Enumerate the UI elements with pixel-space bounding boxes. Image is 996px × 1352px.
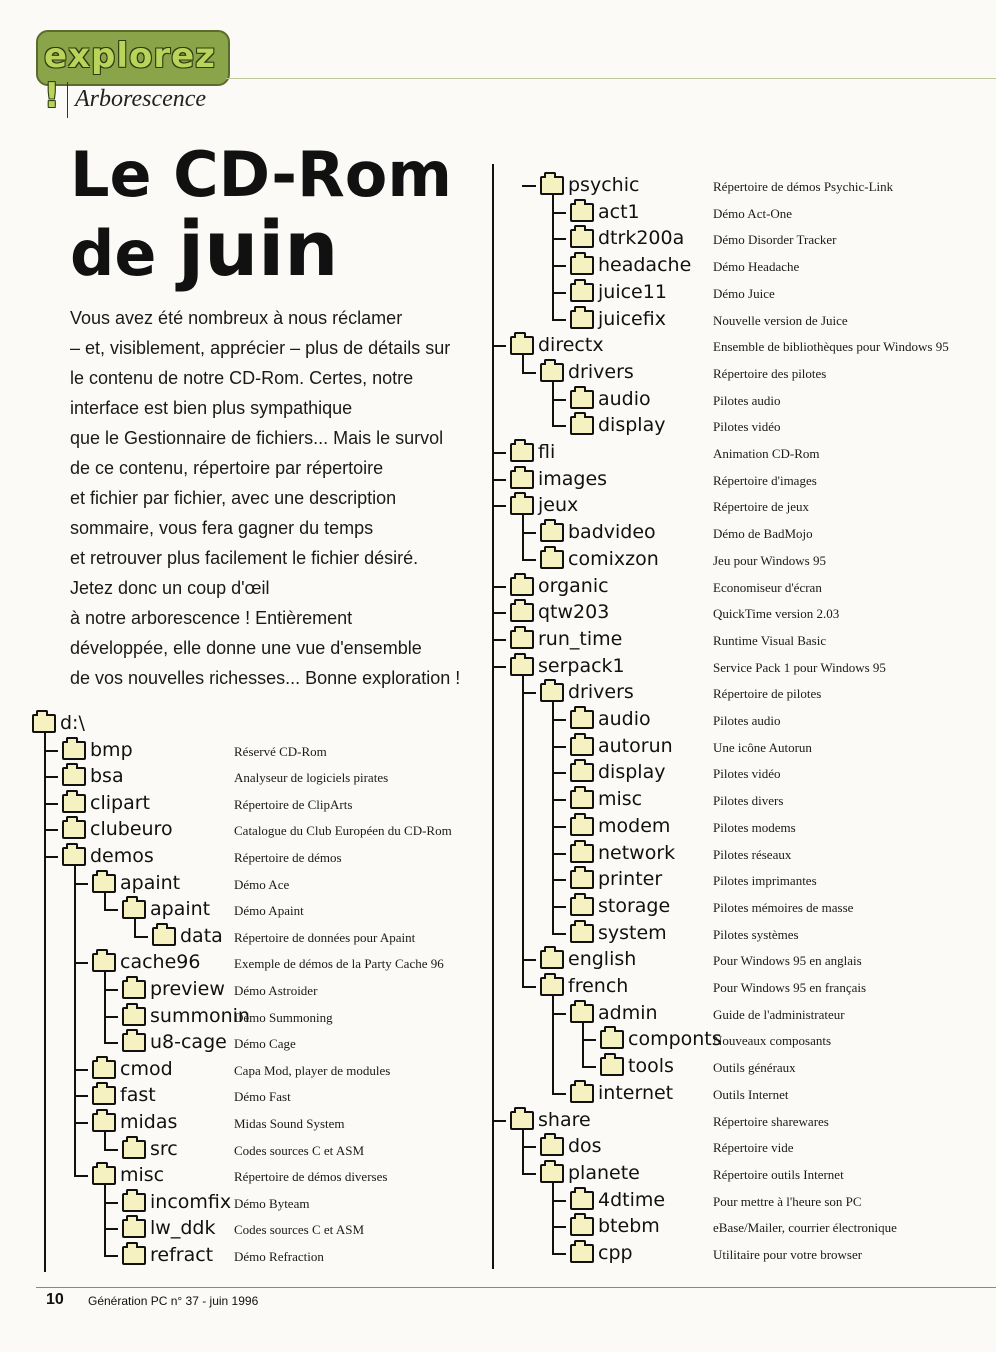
folder-name: misc — [598, 788, 643, 811]
folder-description: Ensemble de bibliothèques pour Windows 95 — [713, 339, 949, 355]
tree-row — [490, 441, 990, 467]
tree-row — [30, 1191, 490, 1217]
tree-connector — [552, 194, 554, 320]
intro-line: sommaire, vous fera gagner du temps — [70, 518, 374, 538]
folder-description: Pour Windows 95 en anglais — [713, 953, 862, 969]
folder-name: bsa — [90, 765, 124, 788]
intro-paragraph — [70, 303, 480, 693]
folder-name: apaint — [150, 898, 211, 921]
folder-description: Midas Sound System — [234, 1116, 345, 1131]
folder-description: Capa Mod, player de modules — [234, 1062, 391, 1078]
folder-icon — [570, 844, 594, 863]
folder-description: Pilotes systèmes — [713, 926, 799, 942]
folder-description: Répertoire de démos — [234, 850, 342, 865]
tree-row — [30, 1005, 490, 1031]
folder-icon — [122, 1033, 146, 1052]
tree-row — [490, 922, 990, 948]
folder-name: display — [598, 414, 666, 437]
folder-icon — [570, 1244, 594, 1263]
tree-row — [490, 254, 990, 280]
folder-name: src — [150, 1137, 178, 1160]
folder-description: Pilotes divers — [713, 793, 784, 809]
tree-row — [490, 1028, 990, 1054]
tree-row — [30, 1164, 490, 1190]
folder-description: Répertoire des pilotes — [713, 365, 827, 381]
folder-description: Répertoire de démos diverses — [234, 1169, 388, 1185]
folder-name: share — [538, 1108, 591, 1131]
section-marker — [67, 82, 68, 118]
folder-name: componts — [628, 1028, 722, 1051]
tree-row — [30, 925, 490, 951]
folder-icon — [570, 763, 594, 782]
folder-name: preview — [150, 978, 225, 1000]
folder-name: serpack1 — [538, 654, 625, 677]
folder-description: Réservé CD-Rom — [234, 743, 327, 759]
folder-description: Répertoire d'images — [713, 472, 817, 488]
folder-icon — [62, 794, 86, 813]
folder-icon — [570, 283, 594, 302]
folder-name: audio — [598, 387, 651, 410]
folder-description: Outils généraux — [713, 1060, 796, 1076]
tree-row — [30, 792, 490, 818]
folder-description: Démo Juice — [713, 285, 775, 301]
folder-icon — [510, 630, 534, 649]
folder-name: clipart — [90, 791, 150, 814]
tree-row — [490, 815, 990, 841]
folder-name: printer — [598, 868, 663, 891]
folder-description: Pilotes réseaux — [713, 846, 792, 862]
folder-icon — [540, 1137, 564, 1156]
folder-description: Répertoire de jeux — [713, 499, 810, 515]
intro-line: de vos nouvelles richesses... Bonne exploration ! — [70, 668, 461, 688]
folder-description: Répertoire de démos Psychic-Link — [713, 179, 894, 194]
tree-row — [490, 575, 990, 601]
tree-row — [30, 1217, 490, 1243]
tree-connector — [522, 354, 524, 373]
folder-icon — [62, 820, 86, 839]
folder-name: admin — [598, 1001, 658, 1024]
folder-description: Démo Cage — [234, 1036, 296, 1052]
folder-name: juice11 — [598, 280, 667, 303]
folder-description: Une icône Autorun — [713, 739, 812, 755]
folder-name: misc — [120, 1164, 165, 1187]
title-de: de — [70, 217, 179, 290]
folder-name: summonin — [150, 1004, 250, 1027]
tree-row — [490, 388, 990, 414]
tree-row — [490, 681, 990, 707]
folder-name: cmod — [120, 1057, 173, 1080]
tree-left — [30, 712, 490, 1272]
tree-connector — [522, 675, 524, 987]
folder-name: fli — [538, 441, 556, 463]
folder-name: french — [568, 975, 629, 997]
folder-icon — [122, 1193, 146, 1212]
folder-icon — [540, 1164, 564, 1183]
tree-row — [30, 1031, 490, 1057]
folder-description: Répertoire de ClipArts — [234, 796, 353, 812]
tree-row — [30, 712, 490, 738]
folder-icon — [570, 737, 594, 756]
tree-row — [490, 761, 990, 787]
folder-icon — [122, 1219, 146, 1238]
folder-icon — [152, 927, 176, 946]
tree-row — [30, 1244, 490, 1270]
tree-row — [490, 735, 990, 761]
folder-description: Utilitaire pour votre browser — [713, 1247, 863, 1262]
tree-row — [490, 1135, 990, 1161]
folder-description: Pilotes imprimantes — [713, 873, 817, 889]
folder-description: Exemple de démos de la Party Cache 96 — [234, 956, 444, 972]
tree-row — [30, 872, 490, 898]
folder-description: Répertoire sharewares — [713, 1113, 829, 1129]
folder-description: Outils Internet — [713, 1086, 789, 1102]
folder-icon — [570, 924, 594, 943]
folder-icon — [62, 767, 86, 786]
folder-description: QuickTime version 2.03 — [713, 606, 840, 622]
folder-icon — [32, 714, 56, 733]
folder-icon — [570, 310, 594, 329]
folder-description: Pilotes audio — [713, 392, 781, 408]
tree-row — [30, 951, 490, 977]
section-title: Arborescence — [75, 86, 207, 112]
tree-row — [490, 494, 990, 520]
page-title — [70, 138, 490, 291]
tree-row — [490, 174, 990, 200]
folder-name: lw_ddk — [150, 1217, 216, 1240]
folder-icon — [570, 390, 594, 409]
tree-row — [490, 1189, 990, 1215]
folder-name: modem — [598, 814, 671, 837]
folder-description: Economiseur d'écran — [713, 579, 822, 595]
tree-connector — [104, 971, 106, 1043]
tree-row — [490, 975, 990, 1001]
folder-icon — [510, 1111, 534, 1130]
folder-icon — [540, 950, 564, 969]
folder-name: 4dtime — [598, 1188, 666, 1211]
folder-icon — [92, 1113, 116, 1132]
tree-connector — [552, 995, 554, 1094]
folder-name: english — [568, 948, 637, 971]
folder-name: dtrk200a — [598, 227, 685, 250]
folder-description: Démo Disorder Tracker — [713, 232, 837, 248]
folder-icon — [92, 1166, 116, 1185]
folder-description: Analyseur de logiciels pirates — [234, 770, 389, 786]
folder-name: drivers — [568, 681, 634, 704]
folder-name: data — [180, 924, 223, 947]
tree-row — [490, 1162, 990, 1188]
folder-description: Démo Byteam — [234, 1195, 310, 1211]
tree-connector — [44, 732, 46, 1272]
intro-line: Vous avez été nombreux à nous réclamer — [70, 308, 403, 328]
folder-name: juicefix — [598, 307, 666, 330]
tree-row — [490, 948, 990, 974]
folder-name: cache96 — [120, 951, 201, 974]
folder-description: Pilotes vidéo — [713, 766, 781, 782]
tree-row — [490, 1082, 990, 1108]
folder-icon — [92, 1086, 116, 1105]
tree-row — [490, 334, 990, 360]
folder-icon — [92, 874, 116, 893]
folder-description: Répertoire de données pour Apaint — [234, 929, 416, 945]
folder-name: badvideo — [568, 521, 656, 544]
folder-description: Répertoire de pilotes — [713, 686, 822, 702]
folder-description: Nouvelle version de Juice — [713, 312, 848, 328]
folder-name: internet — [598, 1081, 674, 1104]
folder-name: planete — [568, 1161, 640, 1184]
tree-row — [30, 1111, 490, 1137]
folder-description: Répertoire vide — [713, 1140, 794, 1156]
intro-line: que le Gestionnaire de fichiers... Mais le survol — [70, 428, 444, 448]
tree-row — [30, 978, 490, 1004]
folder-name: cpp — [598, 1242, 633, 1264]
folder-icon — [570, 256, 594, 275]
folder-icon — [540, 683, 564, 702]
tree-row — [490, 868, 990, 894]
folder-icon — [570, 416, 594, 435]
folder-description: Catalogue du Club Européen du CD-Rom — [234, 823, 452, 839]
tree-row — [30, 1138, 490, 1164]
tree-row — [30, 1084, 490, 1110]
folder-name: refract — [150, 1244, 214, 1266]
folder-icon — [540, 523, 564, 542]
tree-connector — [582, 1022, 584, 1067]
folder-description: Pour Windows 95 en français — [713, 980, 867, 995]
tree-row — [490, 655, 990, 681]
folder-description: Pilotes audio — [713, 713, 781, 728]
intro-line: à notre arborescence ! Entièrement — [70, 608, 353, 628]
folder-description: Codes sources C et ASM — [234, 1222, 364, 1238]
tree-row — [490, 521, 990, 547]
tree-row — [490, 548, 990, 574]
tree-row — [490, 1242, 990, 1268]
tree-row — [490, 1109, 990, 1135]
folder-icon — [570, 897, 594, 916]
folder-icon — [570, 229, 594, 248]
footer-rule — [36, 1287, 996, 1288]
intro-line: et retrouver plus facilement le fichier désiré. — [70, 548, 419, 568]
tree-connector — [522, 1129, 524, 1174]
folder-icon — [122, 1140, 146, 1159]
folder-name: directx — [538, 334, 604, 357]
folder-description: Démo Refraction — [234, 1249, 324, 1264]
folder-icon — [122, 1007, 146, 1026]
folder-icon — [570, 1191, 594, 1210]
folder-name: comixzon — [568, 547, 659, 570]
folder-description: Démo Headache — [713, 259, 800, 275]
tree-row — [490, 1215, 990, 1241]
folder-icon — [62, 847, 86, 866]
footer-publication: Génération PC n° 37 - juin 1996 — [88, 1294, 259, 1308]
folder-icon — [600, 1030, 624, 1049]
folder-icon — [62, 741, 86, 760]
folder-name: incomfix — [150, 1190, 232, 1213]
tree-row — [490, 281, 990, 307]
folder-icon — [122, 980, 146, 999]
intro-line: Jetez donc un coup d'œil — [70, 578, 270, 598]
folder-name: headache — [598, 254, 692, 277]
folder-description: Démo Act-One — [713, 205, 793, 221]
folder-icon — [92, 1060, 116, 1079]
folder-description: Démo Fast — [234, 1089, 291, 1105]
folder-description: Animation CD-Rom — [713, 446, 820, 461]
intro-line: – et, visiblement, apprécier – plus de détails sur — [70, 338, 451, 358]
folder-description: Runtime Visual Basic — [713, 632, 827, 648]
folder-name: dos — [568, 1135, 602, 1158]
folder-icon — [510, 496, 534, 515]
folder-icon — [570, 790, 594, 809]
folder-icon — [510, 603, 534, 622]
tree-connector — [104, 1131, 106, 1150]
tree-row — [490, 468, 990, 494]
folder-icon — [510, 336, 534, 355]
folder-description: Démo Astroider — [234, 983, 318, 998]
folder-name: apaint — [120, 871, 181, 894]
tree-connector — [134, 918, 136, 937]
folder-name: fast — [120, 1084, 156, 1107]
tree-right — [490, 174, 990, 1274]
folder-name: audio — [598, 708, 651, 730]
folder-icon — [570, 710, 594, 729]
tree-row — [490, 308, 990, 334]
folder-description: Jeu pour Windows 95 — [713, 552, 826, 568]
folder-name: demos — [90, 845, 154, 867]
folder-icon — [570, 1004, 594, 1023]
folder-name: midas — [120, 1111, 178, 1133]
tree-row — [490, 1055, 990, 1081]
tree-row — [30, 765, 490, 791]
folder-name: clubeuro — [90, 818, 173, 841]
title-juin: juin — [178, 204, 339, 293]
tree-row — [490, 227, 990, 253]
tree-row — [490, 708, 990, 734]
folder-description: Pilotes vidéo — [713, 419, 781, 435]
folder-description: Pilotes mémoires de masse — [713, 899, 854, 915]
folder-name: psychic — [568, 174, 640, 196]
header-rule — [226, 78, 996, 79]
folder-icon — [570, 1217, 594, 1236]
folder-description: Guide de l'administrateur — [713, 1006, 845, 1022]
folder-description: Pour mettre à l'heure son PC — [713, 1193, 862, 1209]
folder-description: Démo Ace — [234, 876, 290, 892]
folder-description: Codes sources C et ASM — [234, 1142, 364, 1158]
folder-icon — [570, 870, 594, 889]
folder-icon — [510, 657, 534, 676]
title-line-2 — [70, 204, 490, 293]
folder-name: autorun — [598, 734, 673, 757]
folder-description: Nouveaux composants — [713, 1033, 832, 1049]
tree-connector — [492, 164, 494, 1269]
folder-name: btebm — [598, 1215, 660, 1238]
tree-connector — [74, 865, 76, 1176]
folder-icon — [510, 443, 534, 462]
title-line-1: Le CD-Rom — [70, 138, 452, 211]
tree-row — [490, 414, 990, 440]
tree-row — [30, 818, 490, 844]
folder-icon — [570, 1084, 594, 1103]
folder-icon — [570, 817, 594, 836]
folder-icon — [510, 470, 534, 489]
intro-line: et fichier par fichier, avec une description — [70, 488, 397, 508]
folder-icon — [540, 176, 564, 195]
tree-row — [490, 788, 990, 814]
tree-connector — [552, 381, 554, 426]
folder-icon — [540, 550, 564, 569]
tree-connector — [552, 701, 554, 933]
folder-name: run_time — [538, 627, 623, 650]
tree-row — [490, 895, 990, 921]
folder-description: Démo Apaint — [234, 903, 304, 919]
intro-line: développée, elle donne une vue d'ensemble — [70, 638, 422, 658]
intro-line: interface est bien plus sympathique — [70, 398, 353, 418]
tree-row — [30, 739, 490, 765]
tree-row — [490, 1002, 990, 1028]
folder-name: d:\ — [60, 712, 85, 734]
folder-name: storage — [598, 894, 671, 917]
folder-icon — [122, 1246, 146, 1265]
folder-description: Service Pack 1 pour Windows 95 — [713, 659, 886, 675]
folder-name: qtw203 — [538, 601, 610, 624]
folder-icon — [510, 577, 534, 596]
folder-icon — [570, 203, 594, 222]
folder-name: display — [598, 761, 666, 784]
folder-icon — [540, 977, 564, 996]
tree-connector — [104, 1184, 106, 1256]
folder-icon — [600, 1057, 624, 1076]
tree-row — [490, 628, 990, 654]
tree-connector — [522, 514, 524, 559]
folder-description: eBase/Mailer, courrier électronique — [713, 1220, 897, 1236]
folder-name: organic — [538, 574, 609, 597]
tree-connector — [104, 892, 106, 911]
folder-name: drivers — [568, 360, 634, 383]
folder-name: network — [598, 841, 676, 864]
folder-description: Répertoire outils Internet — [713, 1166, 844, 1182]
page-number: 10 — [46, 1291, 64, 1308]
tree-row — [30, 1058, 490, 1084]
tree-row — [490, 601, 990, 627]
folder-description: Démo Summoning — [234, 1009, 333, 1025]
folder-name: images — [538, 467, 608, 490]
folder-description: Pilotes modems — [713, 819, 796, 835]
intro-line: de ce contenu, répertoire par répertoire — [70, 458, 384, 478]
folder-name: jeux — [538, 494, 579, 517]
tree-connector — [552, 1182, 554, 1254]
folder-description: Démo de BadMojo — [713, 526, 813, 542]
folder-icon — [92, 953, 116, 972]
tree-row — [30, 898, 490, 924]
tree-row — [30, 845, 490, 871]
tree-row — [490, 201, 990, 227]
intro-line: le contenu de notre CD-Rom. Certes, notre — [70, 368, 414, 388]
tree-row — [490, 361, 990, 387]
folder-name: u8-cage — [150, 1031, 227, 1054]
folder-icon — [540, 363, 564, 382]
tree-row — [490, 842, 990, 868]
folder-name: act1 — [598, 200, 640, 223]
folder-name: tools — [628, 1055, 674, 1078]
badge-label: explorez ! — [44, 36, 216, 116]
folder-name: bmp — [90, 738, 133, 761]
folder-icon — [122, 900, 146, 919]
folder-name: system — [598, 921, 667, 944]
